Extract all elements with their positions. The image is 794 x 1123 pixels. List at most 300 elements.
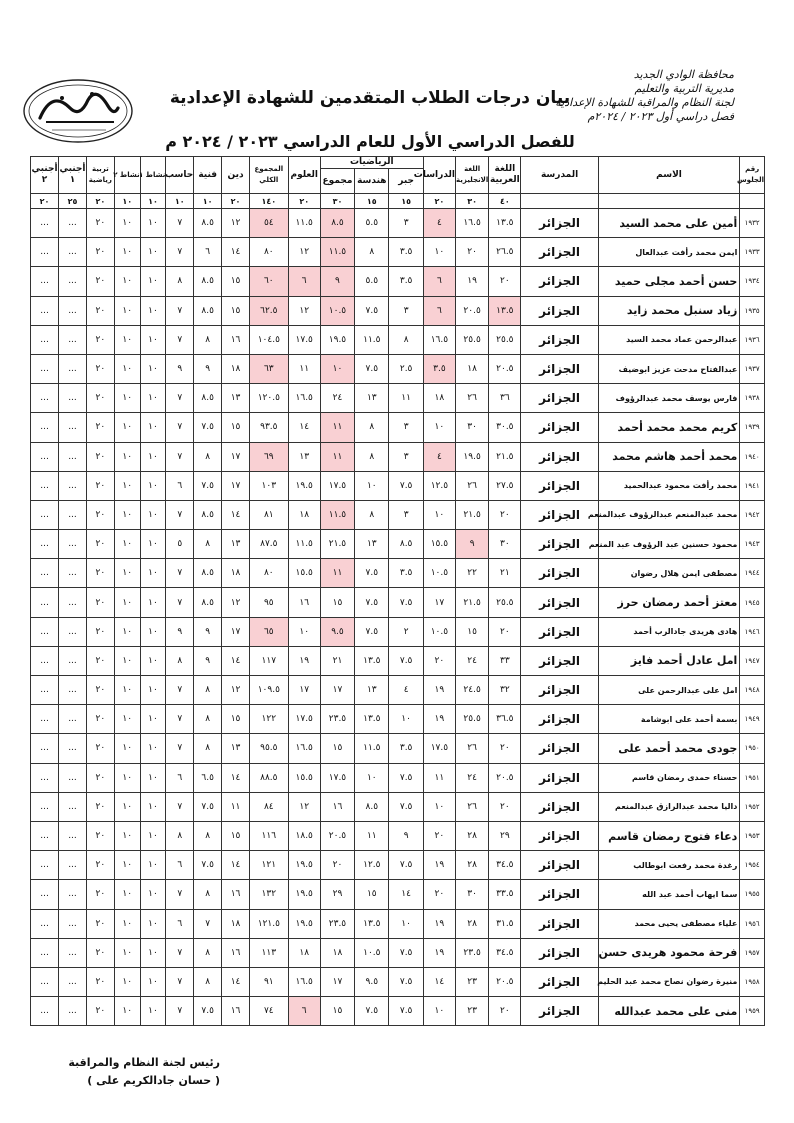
religion-score: ١٤ bbox=[222, 851, 250, 880]
table-row bbox=[31, 880, 765, 909]
col-activity2: نشاط ٢ bbox=[114, 157, 140, 194]
science-score: ١٢ bbox=[288, 296, 320, 325]
english-score: ٢٤ bbox=[455, 646, 488, 675]
science-score: ١٧.٥ bbox=[288, 705, 320, 734]
science-score: ١٤ bbox=[288, 413, 320, 442]
grand-total-score: ٩١ bbox=[250, 967, 289, 996]
col-foreign1: أجنبي ١ bbox=[59, 157, 87, 194]
social-score: ١٨ bbox=[423, 384, 455, 413]
activity2-score: ١٠ bbox=[114, 530, 140, 559]
grand-total-score: ١٠٩.٥ bbox=[250, 676, 289, 705]
pe-score: ٢٠ bbox=[86, 763, 114, 792]
foreign1-score: ... bbox=[59, 530, 87, 559]
geometry-score: ١١.٥ bbox=[355, 734, 389, 763]
math-total-score: ٢٤ bbox=[320, 384, 354, 413]
foreign2-score: ... bbox=[31, 238, 59, 267]
foreign2-score: ... bbox=[31, 821, 59, 850]
arabic-score: ٢٠ bbox=[489, 997, 521, 1026]
grand-total-score: ١٢٠.٥ bbox=[250, 384, 289, 413]
school-name: الجزائر bbox=[521, 938, 598, 967]
geometry-score: ٥.٥ bbox=[355, 267, 389, 296]
school-name: الجزائر bbox=[521, 296, 598, 325]
geometry-score: ١٠ bbox=[355, 471, 389, 500]
science-score: ١١ bbox=[288, 354, 320, 383]
school-name: الجزائر bbox=[521, 238, 598, 267]
computer-score: ٧ bbox=[166, 559, 194, 588]
algebra-score: ٣.٥ bbox=[389, 238, 423, 267]
arabic-score: ٢٧.٥ bbox=[489, 471, 521, 500]
grand-total-score: ٧٤ bbox=[250, 997, 289, 1026]
geometry-score: ١٣.٥ bbox=[355, 909, 389, 938]
col-english: اللغة الانجليزية bbox=[455, 157, 488, 194]
activity1-score: ١٠ bbox=[140, 354, 166, 383]
max-mark: ٢٠ bbox=[31, 194, 59, 209]
foreign1-score: ... bbox=[59, 938, 87, 967]
activity1-score: ١٠ bbox=[140, 500, 166, 529]
algebra-score: ٣ bbox=[389, 413, 423, 442]
seat-number: ١٩٣٥ bbox=[740, 296, 765, 325]
table-row bbox=[31, 705, 765, 734]
geometry-score: ٨ bbox=[355, 413, 389, 442]
arabic-score: ٢٩ bbox=[489, 821, 521, 850]
algebra-score: ٣ bbox=[389, 296, 423, 325]
english-score: ٢٥.٥ bbox=[455, 325, 488, 354]
art-score: ٨.٥ bbox=[194, 559, 222, 588]
seat-number: ١٩٣٤ bbox=[740, 267, 765, 296]
religion-score: ١٥ bbox=[222, 705, 250, 734]
foreign1-score: ... bbox=[59, 325, 87, 354]
computer-score: ٨ bbox=[166, 821, 194, 850]
algebra-score: ٧.٥ bbox=[389, 471, 423, 500]
social-score: ١٠ bbox=[423, 792, 455, 821]
activity1-score: ١٠ bbox=[140, 880, 166, 909]
science-score: ١٦.٥ bbox=[288, 734, 320, 763]
max-mark: ٢٠ bbox=[423, 194, 455, 209]
geometry-score: ٧.٥ bbox=[355, 354, 389, 383]
geometry-score: ١٣ bbox=[355, 384, 389, 413]
student-name: ايمن محمد رأفت عبدالعال bbox=[598, 238, 740, 267]
algebra-score: ٧.٥ bbox=[389, 646, 423, 675]
activity2-score: ١٠ bbox=[114, 442, 140, 471]
english-score: ٣٠ bbox=[455, 413, 488, 442]
algebra-score: ١٠ bbox=[389, 705, 423, 734]
science-score: ١٥.٥ bbox=[288, 559, 320, 588]
student-name: معتز أحمد رمضان حرز bbox=[598, 588, 740, 617]
computer-score: ٧ bbox=[166, 209, 194, 238]
social-score: ٦ bbox=[423, 296, 455, 325]
science-score: ١٠ bbox=[288, 617, 320, 646]
seat-number: ١٩٥٨ bbox=[740, 967, 765, 996]
foreign2-score: ... bbox=[31, 909, 59, 938]
geometry-score: ١٣ bbox=[355, 676, 389, 705]
grand-total-score: ٩٥.٥ bbox=[250, 734, 289, 763]
pe-score: ٢٠ bbox=[86, 559, 114, 588]
foreign1-score: ... bbox=[59, 734, 87, 763]
table-row bbox=[31, 471, 765, 500]
english-score: ٢٨ bbox=[455, 821, 488, 850]
art-score: ٨ bbox=[194, 676, 222, 705]
foreign2-score: ... bbox=[31, 676, 59, 705]
foreign1-score: ... bbox=[59, 588, 87, 617]
activity2-score: ١٠ bbox=[114, 676, 140, 705]
social-score: ١٤ bbox=[423, 967, 455, 996]
geometry-score: ١١.٥ bbox=[355, 325, 389, 354]
table-row bbox=[31, 909, 765, 938]
activity1-score: ١٠ bbox=[140, 384, 166, 413]
activity1-score: ١٠ bbox=[140, 938, 166, 967]
seat-number: ١٩٤١ bbox=[740, 471, 765, 500]
computer-score: ٧ bbox=[166, 325, 194, 354]
algebra-score: ٧.٥ bbox=[389, 588, 423, 617]
student-name: فرحة محمود هريدى حسن bbox=[598, 938, 740, 967]
table-row bbox=[31, 763, 765, 792]
school-name: الجزائر bbox=[521, 997, 598, 1026]
authority-term: فصل دراسي أول ٢٠٢٣ / ٢٠٢٤م bbox=[587, 110, 734, 123]
algebra-score: ٣.٥ bbox=[389, 559, 423, 588]
science-score: ١٨ bbox=[288, 938, 320, 967]
science-score: ١٣ bbox=[288, 442, 320, 471]
religion-score: ١٦ bbox=[222, 938, 250, 967]
english-score: ٢٦ bbox=[455, 792, 488, 821]
english-score: ٢٠ bbox=[455, 238, 488, 267]
social-score: ٤ bbox=[423, 442, 455, 471]
english-score: ٢٤ bbox=[455, 763, 488, 792]
computer-score: ٧ bbox=[166, 588, 194, 617]
english-score: ٢٣ bbox=[455, 997, 488, 1026]
foreign2-score: ... bbox=[31, 530, 59, 559]
algebra-score: ١٤ bbox=[389, 880, 423, 909]
computer-score: ٧ bbox=[166, 384, 194, 413]
pe-score: ٢٠ bbox=[86, 792, 114, 821]
computer-score: ٩ bbox=[166, 354, 194, 383]
math-total-score: ٢١.٥ bbox=[320, 530, 354, 559]
student-name: سما ايهاب أحمد عبد الله bbox=[598, 880, 740, 909]
pe-score: ٢٠ bbox=[86, 267, 114, 296]
computer-score: ٧ bbox=[166, 997, 194, 1026]
math-total-score: ١٠ bbox=[320, 354, 354, 383]
foreign2-score: ... bbox=[31, 384, 59, 413]
page-subtitle: للفصل الدراسي الأول للعام الدراسي ٢٠٢٣ / ٢٠٢٤ م bbox=[165, 132, 575, 151]
seat-number: ١٩٣٧ bbox=[740, 354, 765, 383]
foreign2-score: ... bbox=[31, 588, 59, 617]
grand-total-score: ٨٨.٥ bbox=[250, 763, 289, 792]
table-row bbox=[31, 646, 765, 675]
social-score: ٣.٥ bbox=[423, 354, 455, 383]
grand-total-score: ٦٥ bbox=[250, 617, 289, 646]
foreign1-score: ... bbox=[59, 967, 87, 996]
school-name: الجزائر bbox=[521, 384, 598, 413]
pe-score: ٢٠ bbox=[86, 442, 114, 471]
foreign2-score: ... bbox=[31, 763, 59, 792]
col-school: المدرسة bbox=[521, 157, 598, 194]
student-name: حسناء حمدى رمضان قاسم bbox=[598, 763, 740, 792]
social-score: ٦ bbox=[423, 267, 455, 296]
student-name: جودى محمد أحمد على bbox=[598, 734, 740, 763]
pe-score: ٢٠ bbox=[86, 384, 114, 413]
english-score: ١٥ bbox=[455, 617, 488, 646]
math-total-score: ٢٠.٥ bbox=[320, 821, 354, 850]
foreign2-score: ... bbox=[31, 209, 59, 238]
col-math-total: مجموع bbox=[320, 169, 354, 194]
table-row bbox=[31, 296, 765, 325]
computer-score: ٦ bbox=[166, 763, 194, 792]
activity1-score: ١٠ bbox=[140, 296, 166, 325]
foreign1-score: ... bbox=[59, 354, 87, 383]
pe-score: ٢٠ bbox=[86, 880, 114, 909]
english-score: ٢٦ bbox=[455, 384, 488, 413]
science-score: ١١.٥ bbox=[288, 530, 320, 559]
art-score: ٨.٥ bbox=[194, 588, 222, 617]
arabic-score: ٣٤.٥ bbox=[489, 851, 521, 880]
art-score: ٨.٥ bbox=[194, 209, 222, 238]
foreign1-score: ... bbox=[59, 413, 87, 442]
arabic-score: ٢٠.٥ bbox=[489, 967, 521, 996]
foreign1-score: ... bbox=[59, 909, 87, 938]
math-total-score: ١١ bbox=[320, 413, 354, 442]
activity1-score: ١٠ bbox=[140, 442, 166, 471]
grand-total-score: ٦٢.٥ bbox=[250, 296, 289, 325]
geometry-score: ١١ bbox=[355, 821, 389, 850]
social-score: ١٠ bbox=[423, 997, 455, 1026]
computer-score: ٦ bbox=[166, 471, 194, 500]
table-row bbox=[31, 851, 765, 880]
computer-score: ٨ bbox=[166, 267, 194, 296]
col-religion: دين bbox=[222, 157, 250, 194]
school-name: الجزائر bbox=[521, 821, 598, 850]
algebra-score: ٧.٥ bbox=[389, 938, 423, 967]
geometry-score: ٨ bbox=[355, 442, 389, 471]
arabic-score: ١٣.٥ bbox=[489, 209, 521, 238]
arabic-score: ٣٦.٥ bbox=[489, 705, 521, 734]
science-score: ١٩.٥ bbox=[288, 471, 320, 500]
grand-total-score: ٨٤ bbox=[250, 792, 289, 821]
table-row bbox=[31, 238, 765, 267]
religion-score: ١١ bbox=[222, 792, 250, 821]
max-mark: ١٠ bbox=[166, 194, 194, 209]
arabic-score: ٢٦.٥ bbox=[489, 238, 521, 267]
foreign1-score: ... bbox=[59, 384, 87, 413]
religion-score: ١٤ bbox=[222, 646, 250, 675]
foreign1-score: ... bbox=[59, 559, 87, 588]
grand-total-score: ١٢١ bbox=[250, 851, 289, 880]
pe-score: ٢٠ bbox=[86, 821, 114, 850]
activity2-score: ١٠ bbox=[114, 267, 140, 296]
activity1-score: ١٠ bbox=[140, 413, 166, 442]
activity2-score: ١٠ bbox=[114, 209, 140, 238]
foreign2-score: ... bbox=[31, 967, 59, 996]
art-score: ٩ bbox=[194, 646, 222, 675]
english-score: ٢٨ bbox=[455, 909, 488, 938]
social-score: ٢٠ bbox=[423, 880, 455, 909]
religion-score: ١٥ bbox=[222, 821, 250, 850]
algebra-score: ٤ bbox=[389, 676, 423, 705]
activity1-score: ١٠ bbox=[140, 530, 166, 559]
activity2-score: ١٠ bbox=[114, 880, 140, 909]
seat-number: ١٩٤٥ bbox=[740, 588, 765, 617]
science-score: ١٢ bbox=[288, 238, 320, 267]
school-name: الجزائر bbox=[521, 267, 598, 296]
max-cell-blank bbox=[521, 194, 598, 209]
computer-score: ٧ bbox=[166, 676, 194, 705]
grand-total-score: ٦٠ bbox=[250, 267, 289, 296]
math-total-score: ٢٠ bbox=[320, 851, 354, 880]
grand-total-score: ٦٩ bbox=[250, 442, 289, 471]
art-score: ٩ bbox=[194, 354, 222, 383]
col-computer: حاسب bbox=[166, 157, 194, 194]
max-cell-blank bbox=[740, 194, 765, 209]
algebra-score: ٨ bbox=[389, 325, 423, 354]
activity1-score: ١٠ bbox=[140, 588, 166, 617]
activity1-score: ١٠ bbox=[140, 646, 166, 675]
student-name: منيرة رضوان نصاح محمد عبد الحليم bbox=[598, 967, 740, 996]
student-name: محمود حسنين عبد الرؤوف عبد المنعم bbox=[598, 530, 740, 559]
seat-number: ١٩٥٤ bbox=[740, 851, 765, 880]
social-score: ١٠ bbox=[423, 413, 455, 442]
student-name: محمد أحمد هاشم محمد bbox=[598, 442, 740, 471]
activity2-score: ١٠ bbox=[114, 938, 140, 967]
art-score: ٨ bbox=[194, 442, 222, 471]
religion-score: ١٣ bbox=[222, 384, 250, 413]
algebra-score: ١١ bbox=[389, 384, 423, 413]
math-total-score: ١١.٥ bbox=[320, 238, 354, 267]
foreign2-score: ... bbox=[31, 997, 59, 1026]
max-mark: ٢٠ bbox=[222, 194, 250, 209]
signature-title: رئيس لجنة النظام والمراقبة bbox=[68, 1056, 220, 1069]
max-mark: ٢٠ bbox=[288, 194, 320, 209]
school-name: الجزائر bbox=[521, 646, 598, 675]
grand-total-score: ١٠٤.٥ bbox=[250, 325, 289, 354]
pe-score: ٢٠ bbox=[86, 997, 114, 1026]
science-score: ١٩.٥ bbox=[288, 909, 320, 938]
computer-score: ٧ bbox=[166, 705, 194, 734]
school-name: الجزائر bbox=[521, 909, 598, 938]
student-name: أمين على محمد السيد bbox=[598, 209, 740, 238]
grand-total-score: ٨٠ bbox=[250, 238, 289, 267]
activity1-score: ١٠ bbox=[140, 734, 166, 763]
school-name: الجزائر bbox=[521, 325, 598, 354]
max-mark: ١٠ bbox=[140, 194, 166, 209]
col-pe: تربية رياضية bbox=[86, 157, 114, 194]
math-total-score: ١٧ bbox=[320, 967, 354, 996]
school-name: الجزائر bbox=[521, 734, 598, 763]
religion-score: ١٢ bbox=[222, 209, 250, 238]
pe-score: ٢٠ bbox=[86, 238, 114, 267]
seat-number: ١٩٤٣ bbox=[740, 530, 765, 559]
pe-score: ٢٠ bbox=[86, 354, 114, 383]
table-row bbox=[31, 821, 765, 850]
grand-total-score: ٨١ bbox=[250, 500, 289, 529]
max-mark: ١٤٠ bbox=[250, 194, 289, 209]
school-name: الجزائر bbox=[521, 792, 598, 821]
art-score: ٦ bbox=[194, 238, 222, 267]
authority-governorate: محافظة الوادي الجديد bbox=[633, 68, 734, 81]
activity2-score: ١٠ bbox=[114, 763, 140, 792]
max-mark: ٣٠ bbox=[320, 194, 354, 209]
art-score: ٨ bbox=[194, 705, 222, 734]
foreign1-score: ... bbox=[59, 267, 87, 296]
col-geometry: هندسة bbox=[355, 169, 389, 194]
grades-table bbox=[30, 156, 765, 1026]
art-score: ٨ bbox=[194, 530, 222, 559]
student-name: دعاء فتوح رمضان قاسم bbox=[598, 821, 740, 850]
grand-total-score: ٨٧.٥ bbox=[250, 530, 289, 559]
signature-block bbox=[20, 1054, 220, 1090]
activity2-score: ١٠ bbox=[114, 588, 140, 617]
student-name: عبدالرحمن عماد محمد السيد bbox=[598, 325, 740, 354]
activity2-score: ١٠ bbox=[114, 792, 140, 821]
activity1-score: ١٠ bbox=[140, 997, 166, 1026]
arabic-score: ٣٦ bbox=[489, 384, 521, 413]
art-score: ٨ bbox=[194, 734, 222, 763]
pe-score: ٢٠ bbox=[86, 500, 114, 529]
algebra-score: ٨.٥ bbox=[389, 530, 423, 559]
social-score: ١٩ bbox=[423, 938, 455, 967]
foreign2-score: ... bbox=[31, 296, 59, 325]
foreign2-score: ... bbox=[31, 851, 59, 880]
grand-total-score: ٥٤ bbox=[250, 209, 289, 238]
foreign1-score: ... bbox=[59, 471, 87, 500]
col-social: الدراسات bbox=[423, 157, 455, 194]
school-name: الجزائر bbox=[521, 354, 598, 383]
arabic-score: ١٣.٥ bbox=[489, 296, 521, 325]
computer-score: ٧ bbox=[166, 238, 194, 267]
social-score: ٢٠ bbox=[423, 646, 455, 675]
religion-score: ١٧ bbox=[222, 442, 250, 471]
geometry-score: ١٢.٥ bbox=[355, 851, 389, 880]
social-score: ١٩ bbox=[423, 676, 455, 705]
science-score: ١٥.٥ bbox=[288, 763, 320, 792]
english-score: ١٨ bbox=[455, 354, 488, 383]
math-total-score: ١١.٥ bbox=[320, 500, 354, 529]
seat-number: ١٩٥٩ bbox=[740, 997, 765, 1026]
col-name: الاسم bbox=[598, 157, 740, 194]
school-name: الجزائر bbox=[521, 676, 598, 705]
algebra-score: ٧.٥ bbox=[389, 763, 423, 792]
seat-number: ١٩٣٩ bbox=[740, 413, 765, 442]
arabic-score: ٣٣.٥ bbox=[489, 880, 521, 909]
foreign2-score: ... bbox=[31, 705, 59, 734]
pe-score: ٢٠ bbox=[86, 325, 114, 354]
school-name: الجزائر bbox=[521, 413, 598, 442]
foreign1-score: ... bbox=[59, 676, 87, 705]
geometry-score: ٧.٥ bbox=[355, 997, 389, 1026]
foreign1-score: ... bbox=[59, 617, 87, 646]
science-score: ١٢ bbox=[288, 792, 320, 821]
english-score: ٢٥.٥ bbox=[455, 705, 488, 734]
foreign2-score: ... bbox=[31, 354, 59, 383]
authority-directorate: مديرية التربية والتعليم bbox=[634, 82, 734, 95]
science-score: ١٦.٥ bbox=[288, 967, 320, 996]
computer-score: ٧ bbox=[166, 792, 194, 821]
science-score: ١٩.٥ bbox=[288, 851, 320, 880]
seat-number: ١٩٤٤ bbox=[740, 559, 765, 588]
algebra-score: ٣.٥ bbox=[389, 267, 423, 296]
pe-score: ٢٠ bbox=[86, 296, 114, 325]
science-score: ١٧.٥ bbox=[288, 325, 320, 354]
foreign2-score: ... bbox=[31, 880, 59, 909]
pe-score: ٢٠ bbox=[86, 209, 114, 238]
geometry-score: ٧.٥ bbox=[355, 559, 389, 588]
math-total-score: ١٦ bbox=[320, 792, 354, 821]
religion-score: ١٤ bbox=[222, 500, 250, 529]
arabic-score: ٢٠ bbox=[489, 617, 521, 646]
english-score: ٩ bbox=[455, 530, 488, 559]
grand-total-score: ١٠٣ bbox=[250, 471, 289, 500]
religion-score: ١٧ bbox=[222, 471, 250, 500]
art-score: ٨.٥ bbox=[194, 267, 222, 296]
activity2-score: ١٠ bbox=[114, 967, 140, 996]
max-mark: ٢٥ bbox=[59, 194, 87, 209]
